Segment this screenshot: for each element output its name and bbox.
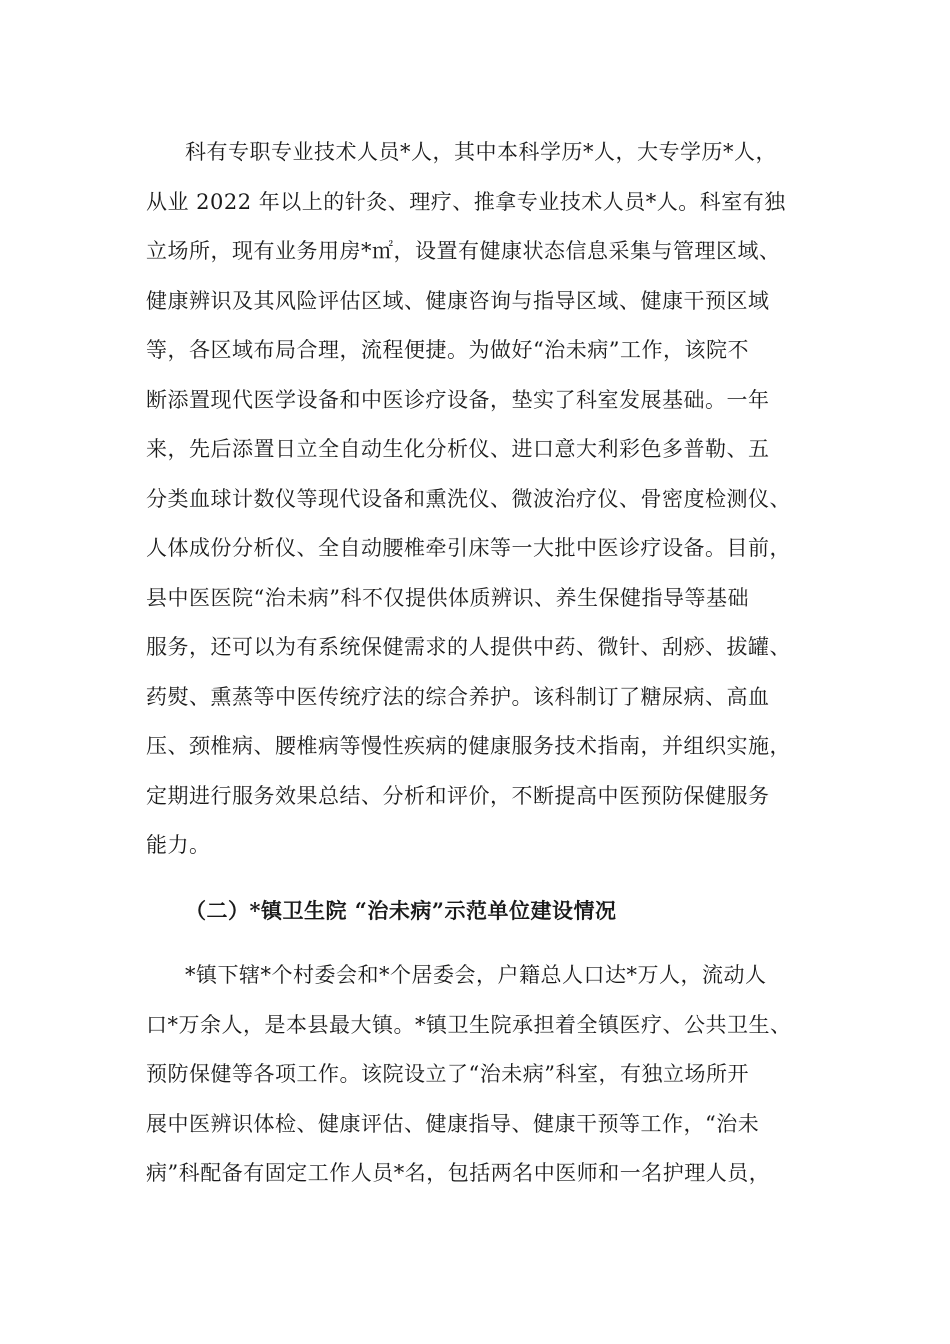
paragraph-1-line-12: 药熨、熏蒸等中医传统疗法的综合养护。该科制订了糖尿病、高血 [146, 685, 770, 709]
paragraph-1-line-8: 分类血球计数仪等现代设备和熏洗仪、微波治疗仪、骨密度检测仪、 [146, 487, 791, 511]
paragraph-2-line-5: 病”科配备有固定工作人员*名，包括两名中医师和一名护理人员， [146, 1161, 771, 1185]
paragraph-1-line-14: 定期进行服务效果总结、分析和评价，不断提高中医预防保健服务 [146, 784, 770, 808]
paragraph-1-line-4: 健康辨识及其风险评估区域、健康咨询与指导区域、健康干预区域 [146, 289, 770, 313]
paragraph-1-line-11: 服务，还可以为有系统保健需求的人提供中药、微针、刮痧、拔罐、 [146, 635, 791, 659]
paragraph-2-line-2: 口*万余人，是本县最大镇。*镇卫生院承担着全镇医疗、公共卫生、 [146, 1013, 792, 1037]
paragraph-2-line-1: *镇下辖*个村委会和*个居委会，户籍总人口达*万人，流动人 [185, 963, 767, 987]
paragraph-1-line-7: 来，先后添置日立全自动生化分析仪、进口意大利彩色多普勒、五 [146, 437, 770, 461]
paragraph-2-line-4: 展中医辨识体检、健康评估、健康指导、健康干预等工作，“治未 [146, 1112, 760, 1136]
paragraph-1-line-5: 等，各区域布局合理，流程便捷。为做好“治未病”工作，该院不 [146, 338, 749, 362]
section-2-heading: （二）*镇卫生院 “治未病”示范单位建设情况 [185, 898, 617, 923]
paragraph-1-line-10: 县中医医院“治未病”科不仅提供体质辨识、养生保健指导等基础 [146, 586, 749, 610]
paragraph-1-line-9: 人体成份分析仪、全自动腰椎牵引床等一大批中医诊疗设备。目前， [146, 536, 791, 560]
paragraph-1-line-13: 压、颈椎病、腰椎病等慢性疾病的健康服务技术指南，并组织实施， [146, 734, 791, 758]
paragraph-1-line-2: 从业 2022 年以上的针灸、理疗、推拿专业技术人员*人。科室有独 [146, 190, 786, 214]
paragraph-1-line-15: 能力。 [146, 833, 211, 857]
paragraph-1-line-6: 断添置现代医学设备和中医诊疗设备，垫实了科室发展基础。一年 [146, 388, 770, 412]
paragraph-1-line-3: 立场所，现有业务用房*㎡，设置有健康状态信息采集与管理区域、 [146, 239, 781, 263]
paragraph-2-line-3: 预防保健等各项工作。该院设立了“治未病”科室，有独立场所开 [146, 1062, 749, 1086]
paragraph-1-line-1: 科有专职专业技术人员*人，其中本科学历*人，大专学历*人， [185, 140, 777, 164]
